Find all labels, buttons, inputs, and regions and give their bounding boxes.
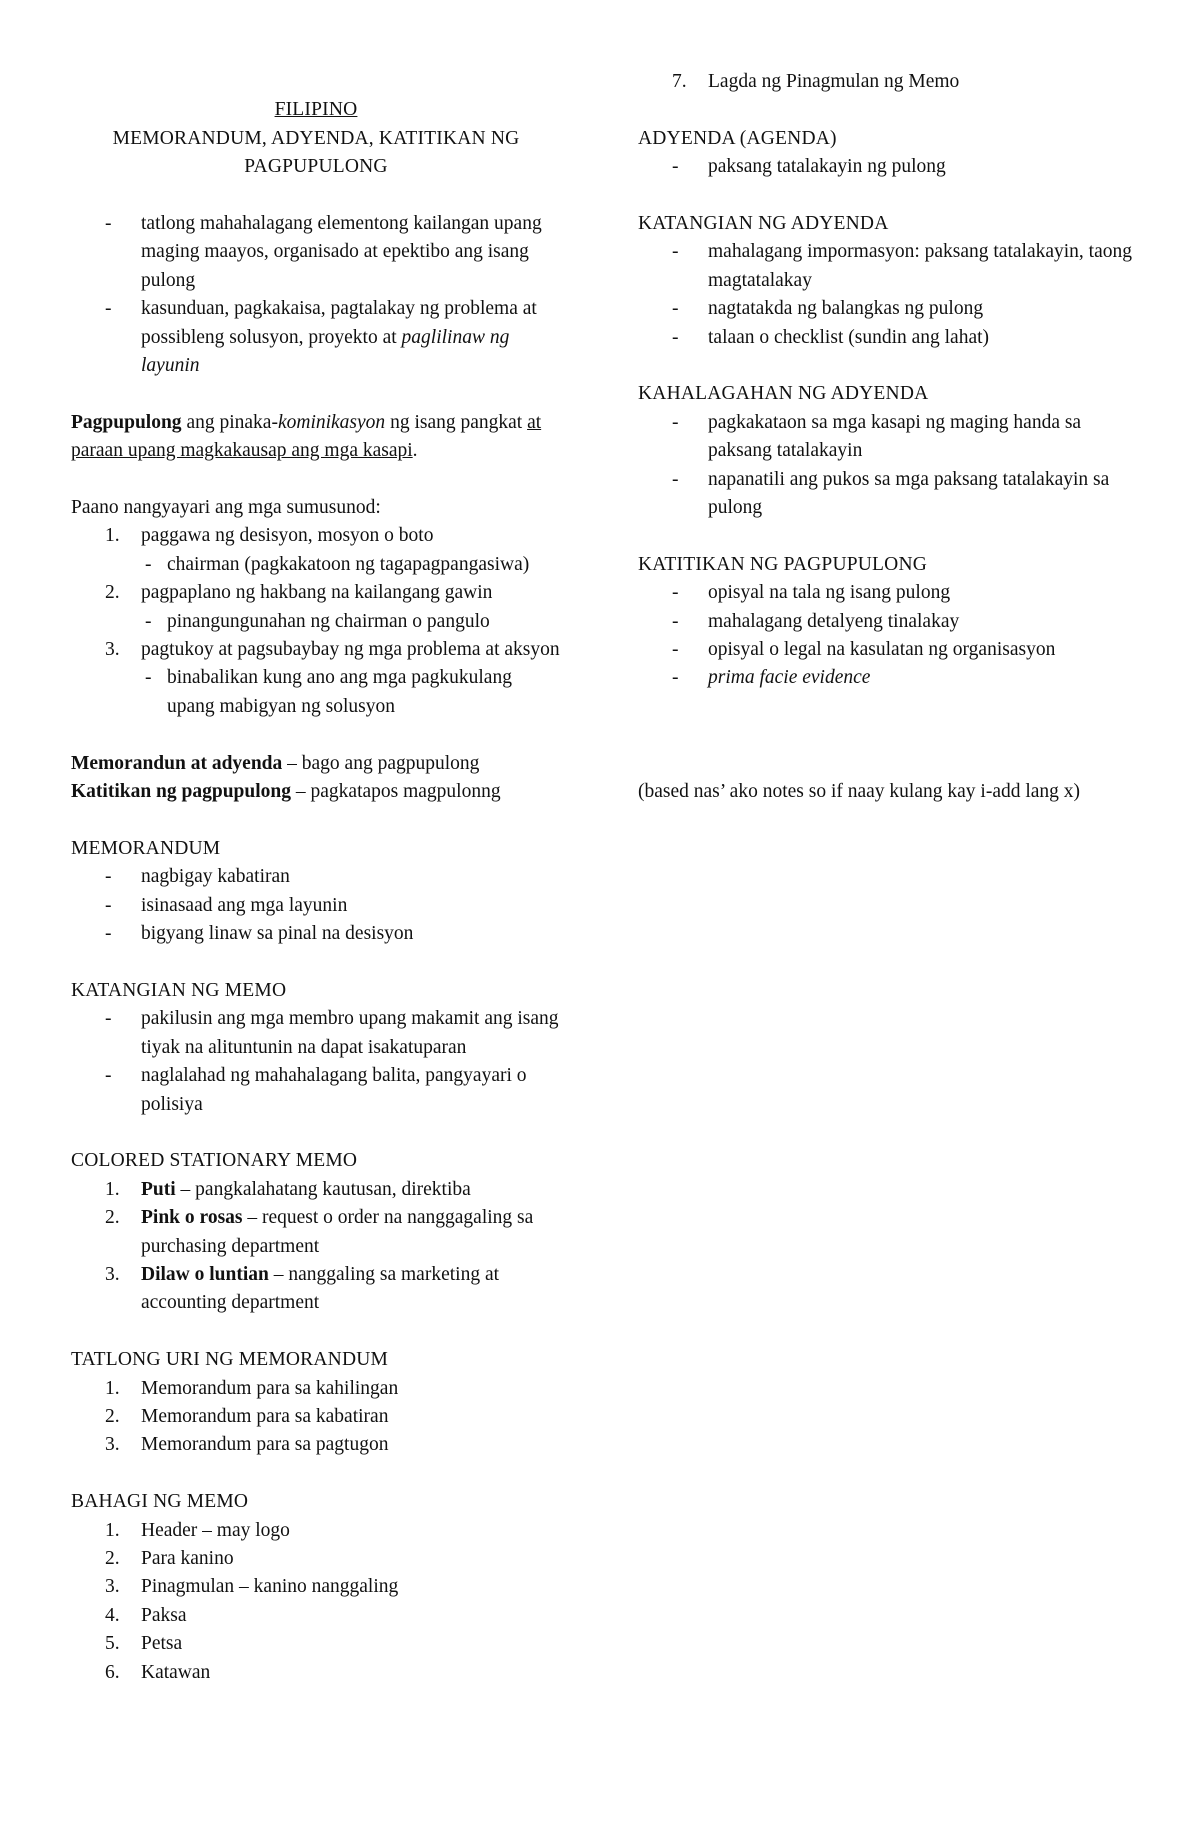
timing-line <box>71 778 561 806</box>
list-item-text: – request o order na nanggagaling sa purchasing department <box>141 1207 534 1257</box>
sub-list-item <box>141 664 561 721</box>
dash-marker: - <box>105 213 112 234</box>
list-item <box>71 1062 561 1119</box>
list-item <box>638 579 1138 607</box>
number-marker: 3. <box>105 1263 120 1285</box>
number-marker: 2. <box>105 582 120 604</box>
timing-text: – bago ang pagpupulong <box>282 752 480 774</box>
definition-italic: kominikasyon <box>277 411 386 433</box>
number-marker: 1. <box>105 525 120 547</box>
section-heading-katangian-adyenda: KATANGIAN NG ADYENDA <box>638 213 889 234</box>
definition-underlined: at paraan upang magkakausap ang mga kasapi <box>71 411 542 462</box>
list-item <box>638 238 1138 295</box>
section-heading-adyenda: ADYENDA (AGENDA) <box>638 127 837 149</box>
definition-paragraph <box>71 409 561 466</box>
number-marker: 1. <box>105 1377 120 1399</box>
section-heading-katitikan: KATITIKAN NG PAGPUPULONG <box>638 553 928 575</box>
list-item-text: nagtatakda ng balangkas ng pulong <box>708 298 984 320</box>
list-item-italic-text: prima facie evidence <box>708 667 871 689</box>
dash-marker: - <box>105 1008 112 1030</box>
dash-marker: - <box>672 468 679 490</box>
list-item-term: Pink o rosas <box>141 1207 243 1229</box>
list-item <box>71 1659 561 1687</box>
list-item-text: paggawa ng desisyon, mosyon o boto <box>141 525 434 547</box>
list-item <box>71 522 561 579</box>
right-column <box>638 68 1138 806</box>
dash-marker: - <box>672 582 679 604</box>
list-item <box>638 68 1138 96</box>
katangian-adyenda-list <box>638 238 1138 352</box>
list-item-text: Header – may logo <box>141 1519 290 1541</box>
dash-marker: - <box>672 298 679 320</box>
sub-list <box>141 551 561 579</box>
timing-text: – pagkatapos magpulonng <box>291 781 501 803</box>
list-item-text: pakilusin ang mga membro upang makamit ang isang tiyak na alituntunin na dapat isakatuparan <box>141 1008 559 1058</box>
list-item <box>638 664 1138 692</box>
list-item-text: – pangkalahatang kautusan, direktiba <box>175 1178 471 1200</box>
dash-marker: - <box>105 866 112 888</box>
list-item-text: paksang tatalakayin ng pulong <box>708 156 946 178</box>
number-marker: 3. <box>105 639 120 661</box>
number-marker: 2. <box>105 1547 120 1569</box>
number-marker: 2. <box>105 1405 120 1427</box>
list-item-text: nagbigay kabatiran <box>141 866 290 888</box>
list-item <box>71 892 561 920</box>
memorandum-list <box>71 863 561 948</box>
number-marker: 7. <box>672 71 687 92</box>
section-heading-kahalagahan-adyenda: KAHALAGAHAN NG ADYENDA <box>638 383 929 405</box>
list-item-text: pagpaplano ng hakbang na kailangang gawin <box>141 582 493 604</box>
list-item-text: talaan o checklist (sundin ang lahat) <box>708 326 990 348</box>
sub-list <box>141 608 561 636</box>
timing-line <box>71 750 561 778</box>
left-column <box>71 68 561 1687</box>
definition-text: ang pinaka- <box>181 411 278 433</box>
section-heading-katangian-memo: KATANGIAN NG MEMO <box>71 979 287 1001</box>
adyenda-list <box>638 153 1138 181</box>
uri-memo-list <box>71 1375 561 1460</box>
dash-marker: - <box>105 1065 112 1087</box>
section-heading-bahagi-memo: BAHAGI NG MEMO <box>71 1491 249 1513</box>
process-intro: Paano nangyayari ang mga sumusunod: <box>71 497 381 519</box>
section-heading-uri-memo: TATLONG URI NG MEMORANDUM <box>71 1349 389 1371</box>
list-item-text: Memorandum para sa pagtugon <box>141 1434 389 1456</box>
document-topic-title: MEMORANDUM, ADYENDA, KATITIKAN NG PAGPUPULONG <box>112 127 520 178</box>
dash-marker: - <box>672 326 679 348</box>
kahalagahan-adyenda-list <box>638 409 1138 523</box>
list-item <box>71 1375 561 1403</box>
list-item-text: mahalagang impormasyon: paksang tatalakayin, taong magtatalakay <box>708 241 1133 291</box>
sub-list-item <box>141 608 561 636</box>
sub-list-item-text: binabalikan kung ano ang mga pagkukulang upang mabigyan ng solusyon <box>167 667 512 717</box>
number-marker: 3. <box>105 1434 120 1456</box>
list-item <box>638 608 1138 636</box>
bahagi-memo-list-continued <box>638 68 1138 96</box>
list-item <box>638 409 1138 466</box>
number-marker: 6. <box>105 1661 120 1683</box>
list-item <box>71 920 561 948</box>
list-item <box>638 636 1138 664</box>
list-item <box>71 1517 561 1545</box>
list-item-text: Katawan <box>141 1661 211 1683</box>
process-list <box>71 522 561 721</box>
timing-term: Memorandun at adyenda <box>71 752 283 774</box>
list-item <box>71 295 561 380</box>
list-item <box>71 1176 561 1204</box>
list-item <box>71 210 561 295</box>
list-item-text: Paksa <box>141 1604 187 1626</box>
list-item <box>71 1573 561 1601</box>
list-item-text: Lagda ng Pinagmulan ng Memo <box>708 71 960 92</box>
list-item-text: mahalagang detalyeng tinalakay <box>708 610 960 632</box>
colored-memo-list <box>71 1176 561 1318</box>
list-item <box>71 579 561 636</box>
katangian-memo-list <box>71 1005 561 1119</box>
list-item <box>638 295 1138 323</box>
section-heading-colored-memo: COLORED STATIONARY MEMO <box>71 1150 358 1172</box>
list-item <box>71 1204 561 1261</box>
definition-end: . <box>412 440 418 462</box>
list-item-text: isinasaad ang mga layunin <box>141 894 348 916</box>
list-item <box>71 1403 561 1431</box>
dash-marker: - <box>145 553 152 575</box>
list-item <box>71 1545 561 1573</box>
bahagi-memo-list <box>71 1517 561 1687</box>
dash-marker: - <box>105 894 112 916</box>
timing-term: Katitikan ng pagpupulong <box>71 781 292 803</box>
dash-marker: - <box>672 639 679 661</box>
definition-text: ng isang pangkat <box>385 411 528 433</box>
dash-marker: - <box>145 667 152 689</box>
list-item <box>71 1005 561 1062</box>
number-marker: 3. <box>105 1576 120 1598</box>
number-marker: 4. <box>105 1604 120 1626</box>
document-subject-title: FILIPINO <box>274 99 358 121</box>
section-heading-memorandum: MEMORANDUM <box>71 837 221 859</box>
dash-marker: - <box>145 610 152 632</box>
intro-bullet-list <box>71 210 561 380</box>
list-item-text: opisyal na tala ng isang pulong <box>708 582 951 604</box>
number-marker: 5. <box>105 1633 120 1655</box>
list-item-text: Memorandum para sa kahilingan <box>141 1377 399 1399</box>
list-item-text: napanatili ang pukos sa mga paksang tatalakayin sa pulong <box>708 468 1110 519</box>
dash-marker: - <box>672 156 679 178</box>
number-marker: 1. <box>105 1178 120 1200</box>
sub-list-item <box>141 551 561 579</box>
dash-marker: - <box>672 610 679 632</box>
definition-term: Pagpupulong <box>71 411 182 433</box>
list-item-text: bigyang linaw sa pinal na desisyon <box>141 923 414 945</box>
list-item-text: Para kanino <box>141 1547 234 1569</box>
sub-list <box>141 664 561 721</box>
list-item <box>638 324 1138 352</box>
dash-marker: - <box>105 923 112 945</box>
footnote: (based nas’ ako notes so if naay kulang kay i-add lang x) <box>638 781 1081 803</box>
list-item-text: tatlong mahahalagang elementong kailangan upang maging maayos, organisado at epektibo ang isang pulong <box>141 213 542 291</box>
list-item <box>71 1630 561 1658</box>
katitikan-list <box>638 579 1138 693</box>
list-item-text: kasunduan, pagkakaisa, pagtalakay ng problema at possibleng solusyon, proyekto at <box>141 298 537 348</box>
list-item-text: naglalahad ng mahahalagang balita, pangyayari o polisiya <box>141 1065 527 1115</box>
dash-marker: - <box>672 411 679 433</box>
list-item <box>638 153 1138 181</box>
list-item-text: pagtukoy at pagsubaybay ng mga problema at aksyon <box>141 639 560 661</box>
dash-marker: - <box>672 241 679 263</box>
list-item <box>71 863 561 891</box>
dash-marker: - <box>672 667 679 689</box>
list-item-italic-text: paglilinaw ng layunin <box>141 326 510 377</box>
number-marker: 2. <box>105 1207 120 1229</box>
list-item-term: Puti <box>141 1178 176 1200</box>
list-item-text: opisyal o legal na kasulatan ng organisasyon <box>708 639 1056 661</box>
list-item-text: Memorandum para sa kabatiran <box>141 1405 389 1427</box>
list-item <box>71 1431 561 1459</box>
list-item-text: pagkakataon sa mga kasapi ng maging handa sa paksang tatalakayin <box>708 411 1082 462</box>
sub-list-item-text: chairman (pagkakatoon ng tagapagpangasiwa) <box>167 553 530 575</box>
list-item <box>71 1261 561 1318</box>
list-item-text: – nanggaling sa marketing at accounting department <box>141 1263 500 1314</box>
sub-list-item-text: pinangungunahan ng chairman o pangulo <box>167 610 490 632</box>
list-item <box>71 636 561 721</box>
list-item <box>71 1602 561 1630</box>
list-item-text: Pinagmulan – kanino nanggaling <box>141 1576 399 1598</box>
list-item-term: Dilaw o luntian <box>141 1263 269 1285</box>
list-item-text: Petsa <box>141 1633 183 1655</box>
number-marker: 1. <box>105 1519 120 1541</box>
list-item <box>638 466 1138 523</box>
dash-marker: - <box>105 298 112 320</box>
